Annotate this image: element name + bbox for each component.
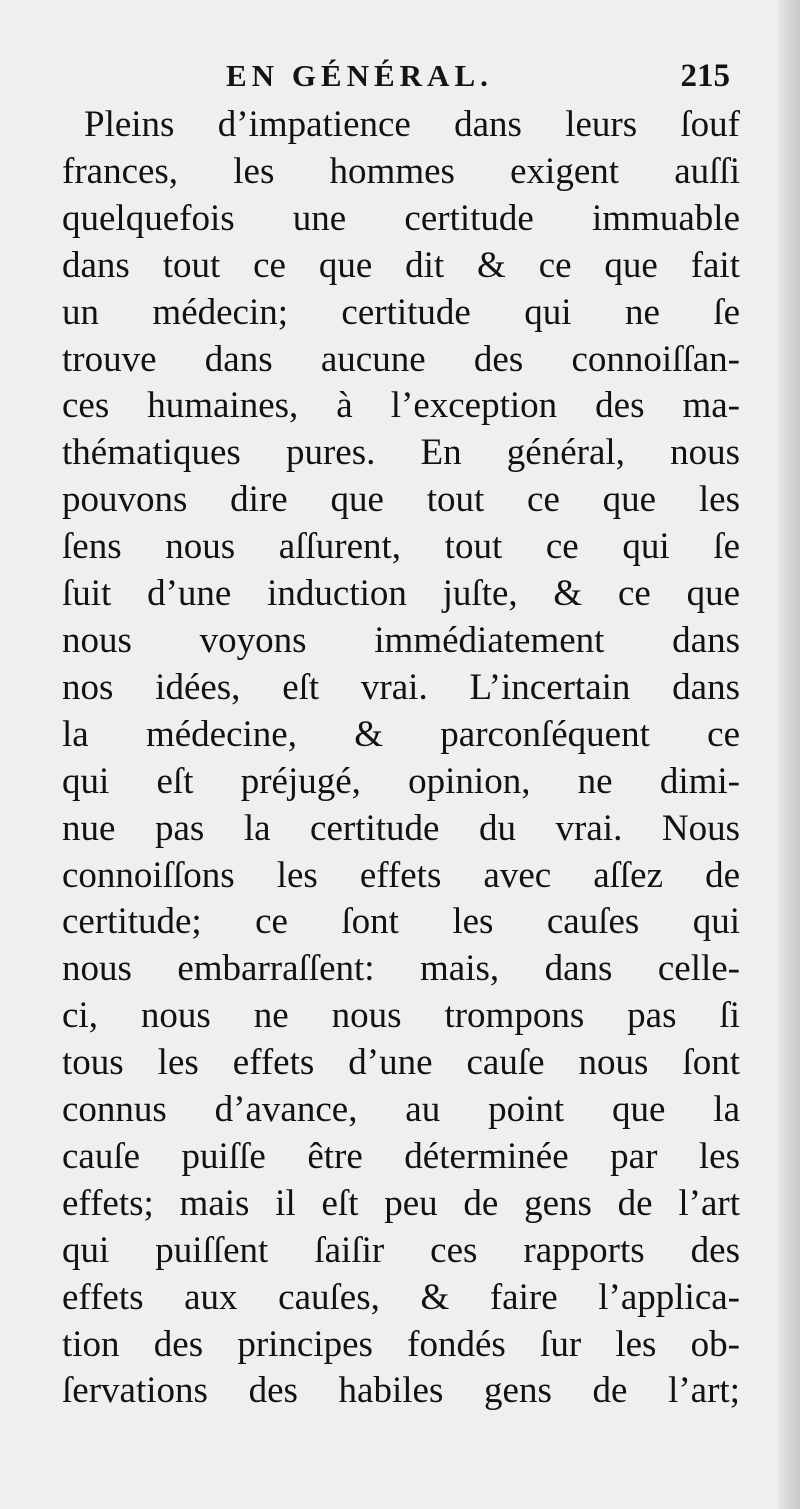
text-line: nos idées, eſt vrai. L’incertain dans: [62, 666, 740, 708]
text-line: ſens nous aſſurent, tout ce qui ſe: [62, 526, 740, 568]
text-line: certitude; ce ſont les cauſes qui: [62, 901, 740, 943]
text-line: effets; mais il eſt peu de gens de l’art: [62, 1182, 740, 1224]
body-text: [62, 102, 740, 1415]
page-header: [226, 58, 736, 98]
text-line: trouve dans aucune des connoiſſan-: [62, 338, 740, 380]
text-line: connoiſſons les effets avec aſſez de: [62, 854, 740, 896]
page-number: 215: [680, 58, 730, 94]
text-line: un médecin; certitude qui ne ſe: [62, 291, 740, 333]
text-line: pouvons dire que tout ce que les: [62, 479, 740, 521]
text-line: thématiques pures. En général, nous: [62, 432, 740, 474]
text-line: nous voyons immédiatement dans: [62, 619, 740, 661]
text-line: effets aux cauſes, & faire l’applica-: [62, 1276, 740, 1318]
text-line: qui puiſſent ſaiſir ces rapports des: [62, 1229, 740, 1271]
running-head: EN GÉNÉRAL.: [226, 58, 493, 93]
text-line: ci, nous ne nous trompons pas ſi: [62, 995, 740, 1037]
page-edge-shadow: [778, 0, 800, 1509]
text-line: cauſe puiſſe être déterminée par les: [62, 1135, 740, 1177]
text-line: nous embarraſſent: mais, dans celle-: [62, 948, 740, 990]
text-line: frances, les hommes exigent auſſi: [62, 150, 740, 192]
text-line: tion des principes fondés ſur les ob-: [62, 1323, 740, 1365]
text-line: connus d’avance, au point que la: [62, 1089, 740, 1131]
text-line: tous les effets d’une cauſe nous ſont: [62, 1042, 740, 1084]
text-line: Pleins d’impatience dans leurs ſouf: [84, 104, 740, 145]
text-line: ſervations des habiles gens de l’art;: [62, 1370, 740, 1412]
text-line: ſuit d’une induction juſte, & ce que: [62, 573, 740, 615]
text-line: nue pas la certitude du vrai. Nous: [62, 807, 740, 849]
text-line: ces humaines, à l’exception des ma-: [62, 385, 740, 427]
text-line: la médecine, & parconſéquent ce: [62, 713, 740, 755]
text-line: qui eſt préjugé, opinion, ne dimi-: [62, 760, 740, 802]
text-line: quelquefois une certitude immuable: [62, 197, 740, 239]
text-line: dans tout ce que dit & ce que fait: [62, 244, 740, 286]
